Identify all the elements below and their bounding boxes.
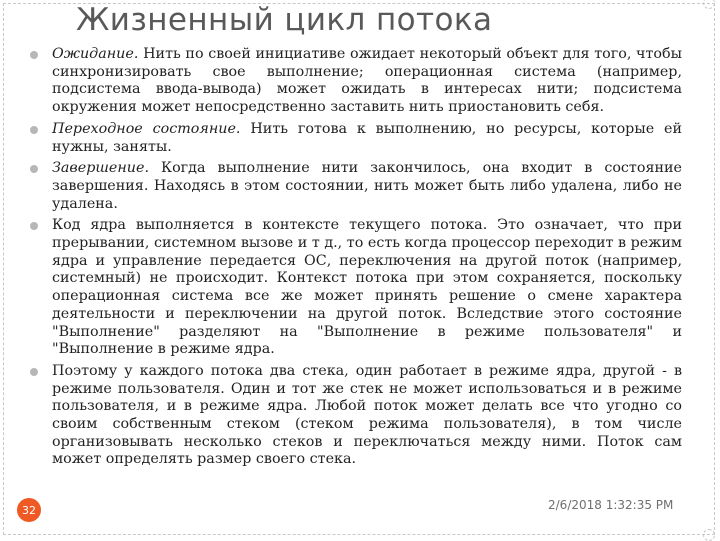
bullet-dot-icon — [30, 165, 38, 173]
slide-date: 2/6/2018 1:32:35 PM — [548, 498, 674, 512]
slide-number-badge: 32 — [17, 498, 41, 522]
bullet-term: Переходное состояние. — [52, 120, 241, 137]
bullet-text: Нить по своей инициативе ожидает некоторый объект для того, чтобы синхронизировать свое выполнение; операционная система (например, подсистема ввода-вывода) может ожидать в интересах нити; подсистема окружения может непосредственно заставить нить приостановить себя. — [52, 46, 682, 116]
bullet-text: Поэтому у каждого потока два стека, один работает в режиме ядра, другой - в режиме пользователя. Один и тот же стек не может использоваться и в режиме пользователя, и в режиме ядра. Любой поток может делать все что угодно со своим собственным стеком (стеком режима пользователя), в том числе организовывать несколько стеков и переключаться между ними. Поток сам может определять размер своего стека. — [52, 362, 682, 468]
bullet-dot-icon — [30, 368, 38, 376]
bullet-text: Нить готова к выполнению, но ресурсы, которые ей нужны, заняты. — [52, 120, 682, 155]
bullet-transition — [26, 121, 682, 156]
bullet-dot-icon — [30, 51, 38, 59]
bullet-dot-icon — [30, 222, 38, 230]
bullet-term: Ожидание. — [52, 46, 139, 62]
bullet-text: Код ядра выполняется в контексте текущего потока. Это означает, что при прерывании, системном вызове и т д., то есть когда процессор переходит в режим ядра и управление передается ОС, переключения на другой поток (например, системный) не происходит. Контекст потока при этом сохраняется, поскольку операционная система все же может принять решение о смене характера деятельности и переключении на другой поток. Вследствие этого состояние "Выполнение" разделяют на "Выполнение в режиме пользователя" и "Выполнение в режиме ядра. — [52, 217, 682, 358]
bullet-kernel-code — [26, 217, 682, 359]
bullet-two-stacks — [26, 363, 682, 469]
frame-corner-bottom-right — [703, 529, 715, 541]
slide-title: Жизненный цикл потока — [76, 2, 493, 38]
bullet-waiting — [26, 46, 682, 117]
bullet-text: Когда выполнение нити закончилось, она входит в состояние завершения. Находясь в этом состоянии, нить может быть либо удалена, либо не удалена. — [52, 160, 682, 212]
slide-content — [26, 46, 682, 469]
bullet-term: Завершение. — [52, 160, 149, 177]
bullet-termination — [26, 160, 682, 213]
bullet-dot-icon — [30, 126, 38, 134]
